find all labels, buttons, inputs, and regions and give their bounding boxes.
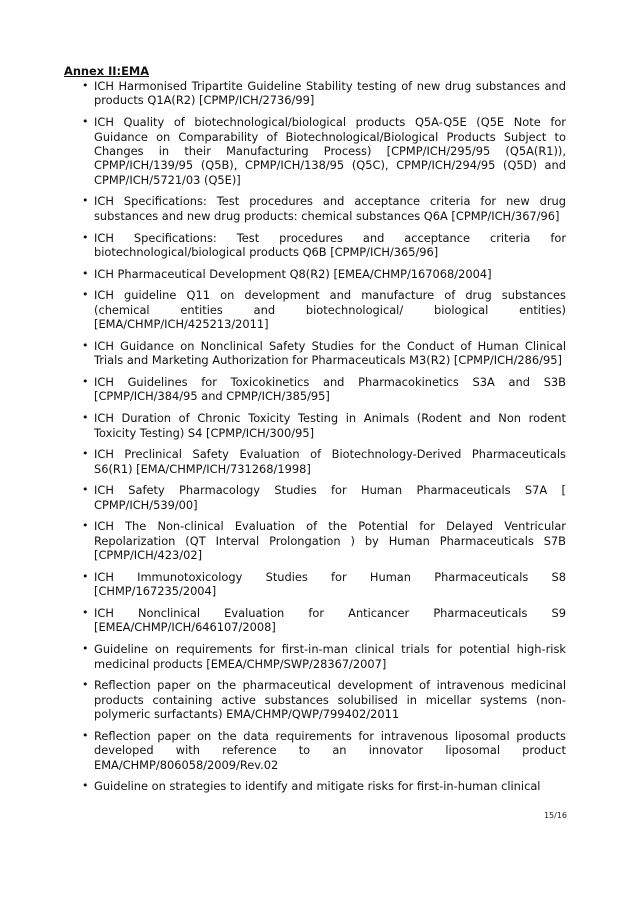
list-item (81, 194, 566, 223)
bullet-icon: • (82, 230, 89, 244)
bullet-icon: • (82, 606, 89, 620)
list-item-text: ICH guideline Q11 on development and manufacture of drug substances (chemical entities and biotechnological/ biological entities) [EMA/CHMP/ICH/425213/2011] (94, 288, 566, 332)
list-item (81, 79, 566, 108)
list-item-text: ICH Preclinical Safety Evaluation of Biotechnology-Derived Pharmaceuticals S6(R1) [EMA/CHMP/ICH/731268/1998] (94, 447, 566, 476)
list-item (81, 642, 566, 671)
list-item-text: ICH Harmonised Tripartite Guideline Stability testing of new drug substances and products Q1A(R2) [CPMP/ICH/2736/99] (94, 79, 566, 108)
list-item-text: ICH Quality of biotechnological/biological products Q5A-Q5E (Q5E Note for Guidance on Comparability of Biotechnological/Biological Products Subject to Changes in their Manufacturing Process) [CPMP/ICH/295/95 (Q5A(R1)), CPMP/ICH/139/95 (Q5B), CPMP/ICH/138/95 (Q5C), CPMP/ICH/294/95 (Q5D) and CPMP/ICH/5721/03 (Q5E)] (94, 115, 566, 187)
guideline-list (81, 79, 566, 801)
bullet-icon: • (82, 374, 89, 388)
list-item (81, 729, 566, 772)
bullet-icon: • (82, 779, 89, 793)
list-item (81, 606, 566, 635)
list-item (81, 411, 566, 440)
list-item-text: ICH Guidelines for Toxicokinetics and Pharmacokinetics S3A and S3B [CPMP/ICH/384/95 and CPMP/ICH/385/95] (94, 374, 566, 404)
list-item-text: ICH Nonclinical Evaluation for Anticancer Pharmaceuticals S9 [EMEA/CHMP/ICH/646107/2008] (94, 606, 566, 635)
page-number: 15/16 (543, 811, 567, 820)
list-item-text: Guideline on requirements for first-in-man clinical trials for potential high-risk medicinal products [EMEA/CHMP/SWP/28367/2007] (94, 642, 566, 671)
list-item-text: ICH Immunotoxicology Studies for Human Pharmaceuticals S8 [CHMP/167235/2004] (94, 569, 566, 599)
list-item (81, 570, 566, 599)
bullet-icon: • (82, 483, 89, 497)
list-item-text: ICH Guidance on Nonclinical Safety Studies for the Conduct of Human Clinical Trials and Marketing Authorization for Pharmaceuticals M3(R2) [CPMP/ICH/286/95] (94, 338, 566, 368)
bullet-icon: • (82, 678, 89, 692)
list-item-text: ICH The Non-clinical Evaluation of the Potential for Delayed Ventricular Repolarization (QT Interval Prolongation ) by Human Pharmaceuticals S7B [CPMP/ICH/423/02] (94, 519, 566, 563)
list-item (81, 288, 566, 331)
bullet-icon: • (82, 642, 89, 656)
list-item-text: ICH Safety Pharmacology Studies for Human Pharmaceuticals S7A [ CPMP/ICH/539/00] (94, 483, 566, 512)
list-item (81, 447, 566, 476)
list-item (81, 339, 566, 368)
list-item (81, 231, 566, 260)
bullet-icon: • (82, 411, 89, 425)
list-item-text: ICH Specifications: Test procedures and acceptance criteria for new drug substances and new drug products: chemical substances Q6A [CPMP/ICH/367/96] (94, 194, 566, 223)
bullet-icon: • (82, 115, 89, 129)
bullet-icon: • (82, 569, 89, 583)
list-item-text: ICH Specifications: Test procedures and acceptance criteria for biotechnological/biological products Q6B [CPMP/ICH/365/96] (94, 230, 566, 259)
list-item-text: ICH Duration of Chronic Toxicity Testing in Animals (Rodent and Non rodent Toxicity Testing) S4 [CPMP/ICH/300/95] (94, 411, 566, 440)
list-item (81, 779, 566, 793)
list-item (81, 678, 566, 721)
list-item-text: Reflection paper on the pharmaceutical development of intravenous medicinal products containing active substances solubilised in micellar systems (non-polymeric surfactants) EMA/CHMP/QWP/799402/2011 (94, 678, 566, 722)
annex-heading: Annex II:EMA (64, 64, 150, 78)
bullet-icon: • (82, 194, 89, 208)
list-item-text: Reflection paper on the data requirements for intravenous liposomal products developed with reference to an innovator liposomal product EMA/CHMP/806058/2009/Rev.02 (94, 728, 566, 772)
list-item (81, 483, 566, 512)
bullet-icon: • (82, 288, 89, 302)
bullet-icon: • (82, 79, 89, 92)
bullet-icon: • (82, 338, 89, 352)
bullet-icon: • (82, 519, 89, 533)
list-item-text: Guideline on strategies to identify and mitigate risks for first-in-human clinical (94, 779, 541, 794)
bullet-icon: • (82, 266, 89, 280)
list-item-text: ICH Pharmaceutical Development Q8(R2) [EMEA/CHMP/167068/2004] (94, 266, 492, 281)
list-item (81, 115, 566, 187)
bullet-icon: • (82, 447, 89, 461)
bullet-icon: • (82, 728, 89, 742)
list-item (81, 375, 566, 404)
list-item (81, 519, 566, 562)
list-item (81, 267, 566, 281)
